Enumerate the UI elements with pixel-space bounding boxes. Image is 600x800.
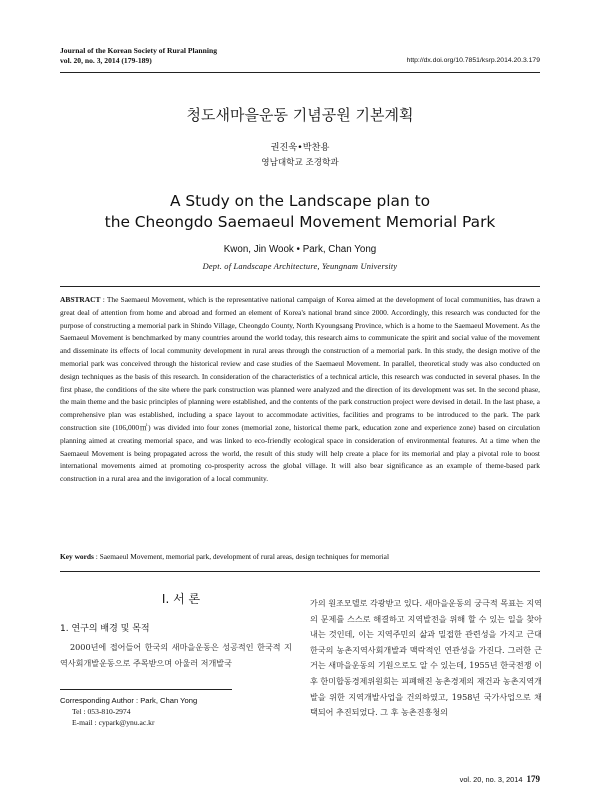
abstract-label: ABSTRACT xyxy=(60,295,101,304)
footnote-author: Corresponding Author : Park, Chan Yong xyxy=(60,696,198,705)
keywords-text: : Saemaeul Movement, memorial park, development of rural areas, design techniques for memorial xyxy=(93,552,389,561)
title-english xyxy=(0,191,600,233)
abstract xyxy=(60,294,540,486)
footnote-divider xyxy=(60,689,232,690)
left-column xyxy=(60,590,292,671)
abstract-text: : The Saemaeul Movement, which is the representative national campaign of Korea aimed at the development of local communities, has drawn a great deal of attention from home and abroad and formed an element of Korea's national brand since 2000. Accordingly, this research was conducted for the purpose of constructing a memorial park in Shindo Village, Cheongdo County, North Kyoungsang Province, which is a home to the Saemaeul Movement. As the Saemaeul Movement is benchmarked by many countries around the world today, this research aims to communicate the spirit and social value of the movement and disseminate its effects of local community development in rural areas through the construction of a memorial park. In this study, the design motive of the memorial park was conceived through the historical review and case studies of the Saemaeul Movement. In parallel, theoretical study was also conducted on design techniques as the basis of this research. In consideration of the characteristics of a technical article, this research was conducted in several phases. In the first phase, the conditions of the site where the park construction was planned were analyzed and the direction of its development was set. In the second phase, the main theme and the basic principles of planning were established, and the contents of the park construction project were devised in detail. In the last phase, a comprehensive plan was established, including a space layout to accommodate activities, facilities and programs to be introduced to the park. The park construction site (106,000㎡) was divided into four zones (memorial zone, historical theme park, education zone and experience zone) based on circulation planning aimed at creating memorial space, and was linked to eco-friendly ecological space in consideration of environmental features. At a time when the Saemaeul Movement is being propagated across the world, the result of this study will help create a place for its memorial and play a pivotal role to boost international movements aimed at promoting co-prosperity across the global village. It will also bear significance as an example of theme-based park construction in a rural area and the invigoration of a local community. xyxy=(60,295,540,484)
footer-volume: vol. 20, no. 3, 2014 xyxy=(459,775,523,784)
corresponding-author-footnote xyxy=(60,695,197,728)
page-number: 179 xyxy=(526,774,540,784)
abstract-top-divider xyxy=(60,286,540,287)
section-title: Ⅰ. 서 론 xyxy=(161,592,201,606)
abstract-bottom-divider xyxy=(60,571,540,572)
keywords-label: Key words xyxy=(60,552,94,561)
journal-name: Journal of the Korean Society of Rural Planning xyxy=(60,46,218,55)
footnote-tel: Tel : 053-810-2974 xyxy=(72,707,131,716)
title-english-line-1: A Study on the Landscape plan to xyxy=(169,192,431,210)
footnote-email[interactable]: E-mail : cypark@ynu.ac.kr xyxy=(72,718,155,727)
page-footer xyxy=(460,774,540,784)
keywords xyxy=(60,552,540,561)
affiliation-english: Dept. of Landscape Architecture, Yeungnam University xyxy=(202,262,398,271)
journal-header xyxy=(60,46,217,66)
journal-volume: vol. 20, no. 3, 2014 (179-189) xyxy=(60,56,152,65)
right-body-text: 가의 원조모델로 각광받고 있다. 새마을운동의 궁극적 목표는 지역의 문제를 스스로 해결하고 지역발전을 위해 할 수 있는 일을 찾아내는 것인데, 이는 지역주민의 삶과 밀접한 관련성을 가지고 근대 한국의 농촌지역사회개발과 맥락적인 연관성을 가진다. 그러한 근거는 새마을운동의 기원으로도 알 수 있는데, 1955년 한국전쟁 이후 한미합동경제위원회는 피폐해진 농촌경제의 재건과 농촌지역개발을 위한 지역개발사업을 건의하였고, 1958년 국가사업으로 채택되어 추진되었다. 그 후 농촌진흥청의 xyxy=(310,598,542,718)
authors-korean: 권진욱•박찬용 xyxy=(270,142,330,153)
title-english-line-2: the Cheongdo Saemaeul Movement Memorial Park xyxy=(104,213,496,231)
subsection-title: 1. 연구의 배경 및 목적 xyxy=(60,624,150,634)
authors-english: Kwon, Jin Wook • Park, Chan Yong xyxy=(223,244,377,255)
left-body-text: 2000년에 접어들어 한국의 새마을운동은 성공적인 한국적 지역사회개발운동으로 주목받으며 아울러 저개발국 xyxy=(60,642,292,668)
doi-link[interactable]: http://dx.doi.org/10.7851/ksrp.2014.20.3.179 xyxy=(406,57,540,64)
header-divider xyxy=(60,72,540,73)
right-column xyxy=(310,596,542,721)
title-korean: 청도새마을운동 기념공원 기본계획 xyxy=(186,106,414,124)
affiliation-korean: 영남대학교 조경학과 xyxy=(261,158,339,168)
